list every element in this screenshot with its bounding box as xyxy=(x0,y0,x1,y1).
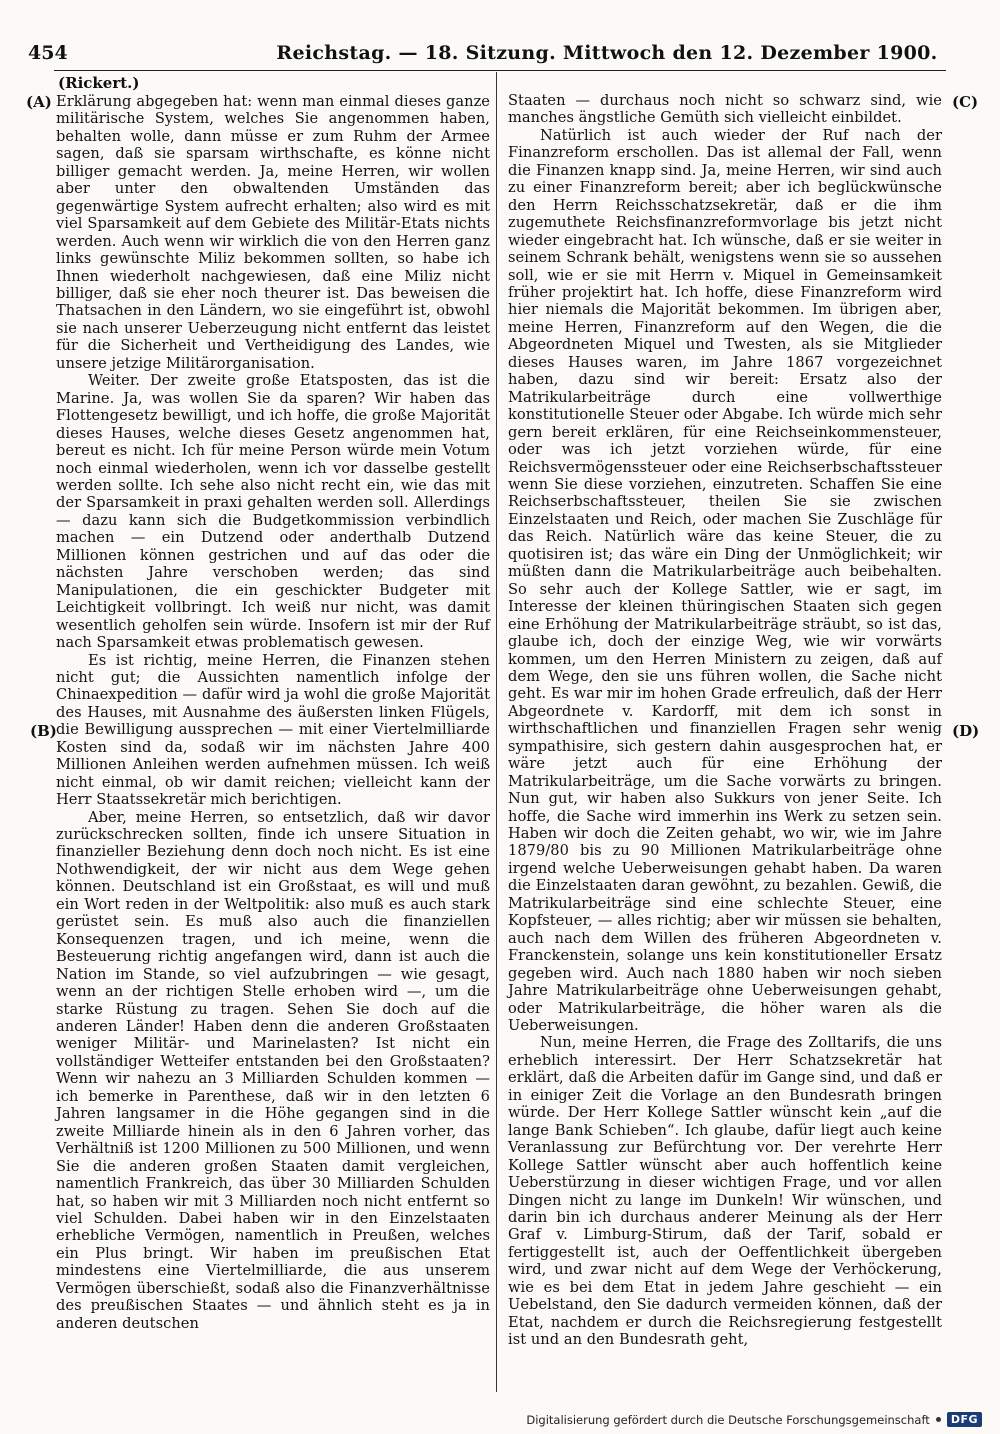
left-column xyxy=(56,72,490,1332)
header-rule xyxy=(54,70,946,71)
paragraph: Aber, meine Herren, so entsetzlich, daß wir davor zurückschrecken sollten, finde ich unsere Situation in finanzieller Beziehung denn doch noch nicht. Es ist eine Nothwendigkeit, der wir nicht aus dem Wege gehen können. Deutschland ist ein Großstaat, es will und muß ein Wort reden in der Weltpolitik: also muß es auch stark gerüstet sein. Es muß also auch die finanziellen Konsequenzen tragen, und ich meine, wenn die Besteuerung richtig angefangen wird, dann ist auch die Nation im Stande, so viel aufzubringen — wie gesagt, wenn an der richtigen Stelle erhoben wird —, um die starke Rüstung zu tragen. Sehen Sie doch auf die anderen Länder! Haben denn die anderen Großstaaten weniger Militär- und Marinelasten? Ist nicht ein vollständiger Wetteifer entstanden bei den Großstaaten? Wenn wir nahezu an 3 Milliarden Schulden kommen — ich bemerke in Parenthese, daß wir in den letzten 6 Jahren langsamer in die Höhe gegangen sind in die zweite Milliarde hinein als in den 6 Jahren vorher, das Verhältniß ist 1200 Millionen zu 500 Millionen, und wenn Sie die anderen großen Staaten damit vergleichen, namentlich Frankreich, das über 30 Milliarden Schulden hat, so haben wir mit 3 Milliarden noch nicht entfernt so viel Schulden. Dabei haben wir in den Einzelstaaten erhebliche Vermögen, namentlich in Preußen, welches ein Plus bringt. Wir haben im preußischen Etat mindestens eine Viertelmilliarde, die aus unserem Vermögen überschießt, sodaß also die Finanzverhältnisse des preußischen Staates — und ähnlich steht es ja in anderen deutschen xyxy=(56,808,490,1332)
page-header xyxy=(22,42,982,72)
paragraph: Natürlich ist auch wieder der Ruf nach der Finanzreform erschollen. Das ist allemal der Fall, wenn die Finanzen knapp sind. Ja, meine Herren, wir sind auch zu einer Finanzreform bereit; aber ich beglückwünsche den Herrn Reichsschatzsekretär, daß er die ihm zugemuthete Reichsfinanzreformvorlage bis jetzt nicht wieder eingebracht hat. Ich wünsche, daß er sie weiter in seinem Schrank behält, wenigstens wenn sie so aussehen soll, wie er sie mit Herrn v. Miquel in Gemeinsamkeit früher projektirt hat. Ich hoffe, diese Finanzreform wird hier niemals die Majorität bekommen. Im übrigen aber, meine Herren, Finanzreform auf den Wegen, die die Abgeordneten Miquel und Twesten, als sie Mitglieder dieses Hauses waren, im Jahre 1867 vorgezeichnet haben, dazu sind wir bereit: Ersatz also der Matrikularbeiträge durch eine vollwerthige konstitutionelle Steuer oder Abgabe. Ich würde mich sehr gern bereit erklären, für eine Reichseinkommensteuer, oder was ich jetzt vorziehen würde, für eine Reichsvermögenssteuer oder eine Reichserbschaftssteuer wenn Sie diese vorziehen, einzutreten. Schaffen Sie eine Reichserbschaftssteuer, theilen Sie sie zwischen Einzelstaaten und Reich, oder machen Sie Zuschläge für das Reich. Natürlich wäre das keine Steuer, die zu quotisiren ist; das wäre ein Ding der Unmöglichkeit; wir müßten dann die Matrikularbeiträge auch beibehalten. So sehr auch der Kollege Sattler, wie er sagt, im Interesse der kleinen thüringischen Staaten sich gegen eine Erhöhung der Matrikularbeiträge sträubt, so ist das, glaube ich, doch der einzige Weg, wie wir vorwärts kommen, um den Herren Ministern zu zeigen, daß auf dem Wege, den sie uns führen wollen, die Sache nicht geht. Es war mir im hohen Grade erfreulich, daß der Herr Abgeordnete v. Kardorff, mit dem ich sonst in wirthschaftlichen und finanziellen Fragen sehr wenig sympathisire, sich gestern dahin ausgesprochen hat, er wäre jetzt auch für eine Erhöhung der Matrikularbeiträge, um die Sache vorwärts zu bringen. Nun gut, wir haben also Sukkurs von jener Seite. Ich hoffe, die Sache wird immerhin ins Werk zu setzen sein. Haben wir doch die Zeiten gehabt, wo wir, wie im Jahre 1879/80 bis zu 90 Millionen Matrikularbeiträge ohne irgend welche Ueberweisungen gehabt haben. Da waren die Einzelstaaten daran gewöhnt, zu bezahlen. Gewiß, die Matrikularbeiträge sind eine schlechte Steuer, eine Kopfsteuer, — alles richtig; aber wir müssen sie behalten, auch nach dem Willen des früheren Abgeordneten v. Franckenstein, solange uns kein konstitutioneller Ersatz gegeben wird. Auch nach 1880 haben wir noch sieben Jahre Matrikularbeiträge ohne Ueberweisungen gehabt, oder Matrikularbeiträge, die höher waren als die Ueberweisungen. xyxy=(508,126,942,1035)
paragraph: Es ist richtig, meine Herren, die Finanzen stehen nicht gut; die Aussichten namentlich infolge der Chinaexpedition — dafür wird ja wohl die große Majorität des Hauses, mit Ausnahme des äußersten linken Flügels, die Bewilligung aussprechen — mit einer Viertelmilliarde Kosten sind da, sodaß wir im nächsten Jahre 400 Millionen Anleihen werden aufnehmen müssen. Ich weiß nicht einmal, ob wir damit reichen; vielleicht kann der Herr Staatssekretär mich berichtigen. xyxy=(56,651,490,809)
paragraph: Erklärung abgegeben hat: wenn man einmal dieses ganze militärische System, welches Sie angenommen haben, behalten wolle, dann müsse er zum Ruhm der Armee sagen, daß sie sparsam wirthschafte, es könne nicht billiger gemacht werden. Ja, meine Herren, wir wollen aber unter den obwaltenden Umständen das gegenwärtige System aufrecht erhalten; also wird es mit viel Sparsamkeit auf dem Gebiete des Militär-Etats nichts werden. Auch wenn wir wirklich die von den Herren ganz links gewünschte Miliz bekommen sollten, so habe ich Ihnen wiederholt nachgewiesen, daß eine Miliz nicht billiger, daß sie eher noch theurer ist. Das beweisen die Thatsachen in den Ländern, wo sie eingeführt ist, obwohl sie nach unserer Ueberzeugung nicht entfernt das leistet für die Sicherheit und Vertheidigung des Landes, wie unsere jetzige Militärorganisation. xyxy=(56,93,490,372)
speaker-label: (Rickert.) xyxy=(58,74,140,92)
column-divider xyxy=(496,72,497,1392)
running-head: Reichstag. — 18. Sitzung. Mittwoch den 12. Dezember 1900. xyxy=(276,42,938,64)
margin-mark-b: (B) xyxy=(30,722,57,740)
paragraph: Staaten — durchaus noch nicht so schwarz sind, wie manches ängstliche Gemüth sich vielleicht einbildet. xyxy=(508,92,942,127)
margin-mark-a: (A) xyxy=(26,93,52,111)
page-number: 454 xyxy=(28,42,68,64)
margin-mark-c: (C) xyxy=(952,93,979,111)
separator-dot-icon xyxy=(936,1417,941,1422)
dfg-logo: DFG xyxy=(947,1412,982,1427)
footer-text: Digitalisierung gefördert durch die Deutsche Forschungsgemeinschaft xyxy=(526,1412,930,1427)
digitization-footer xyxy=(526,1412,982,1427)
paragraph: Nun, meine Herren, die Frage des Zolltarifs, die uns erheblich interessirt. Der Herr Schatzsekretär hat erklärt, daß die Arbeiten dafür im Gange sind, und daß er in einiger Zeit die Vorlage an den Bundesrath bringen würde. Der Herr Kollege Sattler wünscht kein „auf die lange Bank Schieben“. Ich glaube, dafür liegt auch keine Veranlassung zur Befürchtung vor. Der verehrte Herr Kollege Sattler wünscht aber auch hoffentlich keine Ueberstürzung in dieser wichtigen Frage, und vor allen Dingen nicht zu lange im Dunkeln! Wir wünschen, und darin bin ich durchaus anderer Meinung als der Herr Graf v. Limburg-Stirum, daß der Tarif, sobald er fertiggestellt ist, auch der Oeffentlichkeit übergeben wird, und zwar nicht auf dem Wege der Verhöckerung, wie es bei dem Etat in jedem Jahre geschieht — ein Uebelstand, den Sie dadurch vermeiden können, daß der Etat, nachdem er durch die Reichsregierung festgestellt ist und an den Bundesrath geht, xyxy=(508,1034,942,1349)
paragraph: Weiter. Der zweite große Etatsposten, das ist die Marine. Ja, was wollen Sie da sparen? Wir haben das Flottengesetz bewilligt, und ich hoffe, die große Majorität dieses Hauses, welche dieses Gesetz angenommen hat, bereut es nicht. Ich für meine Person würde mein Votum noch einmal wiederholen, wenn ich vor dasselbe gestellt werden sollte. Ich sehe also nicht recht ein, wie das mit der Sparsamkeit in praxi gehalten werden soll. Allerdings — dazu kann sich die Budgetkommission verbindlich machen — ein Dutzend oder anderthalb Dutzend Millionen können gestrichen und auf das oder die nächsten Jahre verschoben werden; das sind Manipulationen, die ein geschickter Budgeter mit Leichtigkeit vollbringt. Ich weiß nur nicht, was damit wesentlich geholfen sein würde. Insofern ist mir der Ruf nach Sparsamkeit etwas problematisch gewesen. xyxy=(56,372,490,652)
margin-mark-d: (D) xyxy=(952,722,980,740)
right-column xyxy=(508,72,942,1349)
